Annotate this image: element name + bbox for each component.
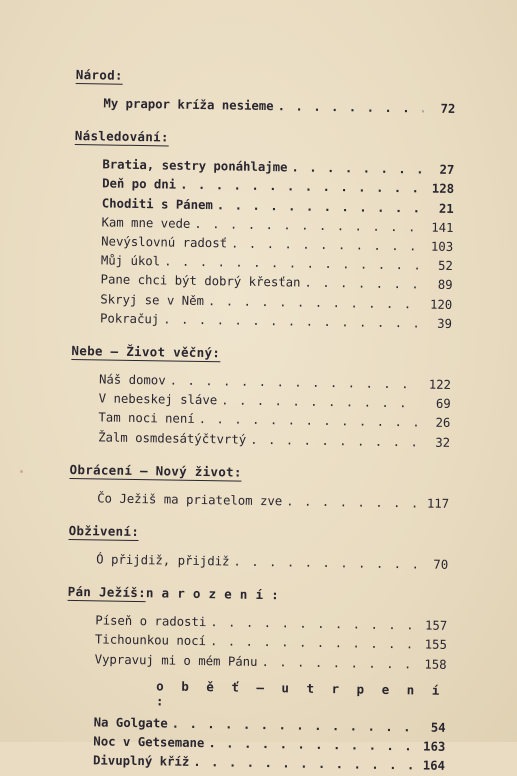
entry-page-number: 27 <box>439 162 455 178</box>
entry-title: Pane chci být dobrý křesťan <box>100 272 301 290</box>
section-heading: Následování: <box>74 128 169 145</box>
toc-section <box>65 581 448 776</box>
entry-page-number: 70 <box>433 557 449 572</box>
entry-title: Vypravuj mi o mém Pánu <box>94 652 258 669</box>
toc-section <box>68 520 449 587</box>
entry-title: Skryj se v Něm <box>100 292 205 308</box>
entry-title: Divuplný kříž <box>92 753 190 770</box>
entry-page-number: 157 <box>424 618 448 634</box>
entry-page-number: 117 <box>426 496 450 511</box>
dot-leader <box>304 274 420 295</box>
entry-title: Můj úkol <box>100 253 161 269</box>
entry-page-number: 164 <box>422 758 446 774</box>
entry-title: Žalm osmdesátýčtvrtý <box>98 430 247 447</box>
entry-title: Nevýslovnú radosť <box>101 234 228 251</box>
entry-page-number: 122 <box>428 377 452 392</box>
entry-title: Tichounkou nocí <box>94 632 207 649</box>
entry-title: V nebeskej sláve <box>98 391 218 408</box>
dot-leader <box>163 310 420 333</box>
entry-page-number: 54 <box>430 720 446 735</box>
entry-title: Tam noci není <box>98 410 195 427</box>
section-heading: Obživení: <box>68 522 140 540</box>
section-heading: Národ: <box>75 66 123 83</box>
dot-leader <box>286 492 417 513</box>
entry-page-number: 89 <box>437 278 453 293</box>
table-of-contents <box>65 64 456 776</box>
entry-title: Na Golgate <box>93 715 168 731</box>
entry-title: My prapor kríža nesieme <box>103 96 274 114</box>
entry-title: Choditi s Pánem <box>101 196 213 212</box>
entry-title: Deň po dni <box>102 176 177 192</box>
entry-page-number: 103 <box>430 239 454 254</box>
paper-speck <box>20 470 23 473</box>
entry-title: Pokračuj <box>99 311 160 327</box>
toc-section <box>72 125 455 346</box>
entry-title: Píseň o radosti <box>95 613 207 630</box>
dot-leader <box>250 430 418 452</box>
section-heading: Pán Ježíš: <box>67 584 147 601</box>
dot-leader <box>291 159 422 180</box>
entry-page-number: 158 <box>424 657 447 672</box>
dot-leader <box>193 753 413 776</box>
entry-title: Ó přijdiž, přijdiž <box>96 552 230 569</box>
entry-title: Čo Ježiš ma priatelom zve <box>97 491 283 509</box>
toc-section <box>70 340 452 465</box>
entry-page-number: 32 <box>435 435 451 450</box>
entry-title: Bratia, sestry ponáhlajme <box>102 157 288 175</box>
entry-page-number: 120 <box>429 297 453 312</box>
entry-page-number: 72 <box>440 101 456 116</box>
toc-section <box>75 64 456 131</box>
entry-page-number: 141 <box>431 220 454 235</box>
dot-leader <box>277 97 423 118</box>
dot-leader <box>233 553 416 575</box>
subsection-heading: o b ě ť – u t r p e n í : <box>155 678 445 709</box>
entry-page-number: 128 <box>431 182 455 197</box>
dot-leader <box>194 215 421 238</box>
toc-section <box>69 459 450 526</box>
entry-page-number: 163 <box>422 739 446 754</box>
section-subtitle: n a r o z e n í : <box>145 585 280 603</box>
entry-page-number: 21 <box>438 201 454 216</box>
entry-page-number: 26 <box>435 416 451 431</box>
section-heading: Obrácení – Nový život: <box>69 461 242 480</box>
entry-page-number: 39 <box>437 316 453 331</box>
entry-page-number: 155 <box>424 638 448 653</box>
entry-title: Kam mne vede <box>101 215 191 231</box>
section-heading: Nebe – Život věčný: <box>71 342 221 361</box>
entry-page-number: 69 <box>435 396 451 412</box>
entry-title: Náš domov <box>98 372 166 388</box>
entry-page-number: 52 <box>437 258 453 274</box>
entry-title: Noc v Getsemane <box>93 734 205 751</box>
dot-leader <box>261 653 414 675</box>
